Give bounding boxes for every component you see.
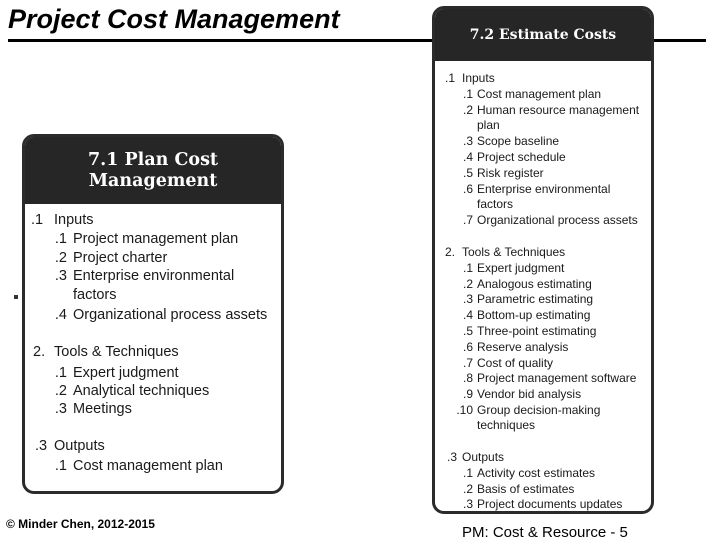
item-label: Cost of quality — [477, 356, 554, 370]
item-label: Analogous estimating — [477, 277, 592, 291]
item-label-continuation: plan — [477, 118, 500, 132]
item-label: Vendor bid analysis — [477, 387, 582, 401]
item-label: Organizational process assets — [477, 213, 638, 227]
box-header — [435, 9, 651, 61]
item-number: .3 — [462, 292, 473, 306]
item-label: Project charter — [73, 250, 168, 266]
group-number: .1 — [31, 212, 44, 228]
item-label: Group decision-making — [477, 403, 601, 417]
item-label-continuation: techniques — [477, 418, 536, 432]
item-number: .3 — [54, 268, 67, 284]
item-number: .2 — [462, 103, 473, 117]
item-label: Project management software — [477, 371, 637, 385]
item-number: .6 — [462, 182, 473, 196]
group-label: Tools & Techniques — [54, 344, 179, 360]
item-label: Organizational process assets — [73, 307, 268, 323]
item-number: .7 — [462, 213, 473, 227]
item-number: .1 — [54, 231, 67, 247]
item-number: .2 — [462, 482, 473, 496]
item-number: .1 — [462, 466, 473, 480]
item-number: .8 — [462, 371, 473, 385]
item-label: Project documents updates — [477, 497, 623, 511]
item-label-continuation: factors — [73, 287, 117, 303]
item-number: .4 — [54, 307, 67, 323]
item-label: Human resource management — [477, 103, 640, 117]
item-label: Meetings — [73, 401, 132, 417]
item-number: .2 — [54, 250, 67, 266]
item-number: .7 — [462, 356, 473, 370]
group-number: 2. — [33, 344, 46, 360]
item-label: Risk register — [477, 166, 544, 180]
item-label: Project schedule — [477, 150, 566, 164]
group-number: .3 — [447, 450, 458, 464]
item-number: .1 — [54, 458, 67, 474]
group-number: .3 — [35, 438, 48, 454]
item-label: Enterprise environmental — [73, 268, 235, 284]
item-number: .4 — [462, 150, 473, 164]
item-number: .9 — [462, 387, 473, 401]
item-number: .1 — [54, 365, 67, 381]
item-number: .5 — [462, 324, 473, 338]
item-number: .3 — [462, 134, 473, 148]
estimate-costs-box — [432, 6, 654, 514]
slide-footer: PM: Cost & Resource - 5 — [462, 524, 628, 540]
item-label: Bottom-up estimating — [477, 308, 591, 322]
item-number: .2 — [462, 277, 473, 291]
group-label: Tools & Techniques — [462, 245, 566, 259]
item-number: .1 — [462, 87, 473, 101]
group-label: Inputs — [54, 212, 94, 228]
group-number: .1 — [445, 71, 456, 85]
item-label: Reserve analysis — [477, 340, 569, 354]
box-header-line: 7.1 Plan Cost — [87, 149, 219, 170]
item-label: Analytical techniques — [73, 383, 210, 399]
item-number: .6 — [462, 340, 473, 354]
item-label: Expert judgment — [477, 261, 565, 275]
item-label: Parametric estimating — [477, 292, 594, 306]
group-number: 2. — [445, 245, 456, 259]
item-number: .10 — [456, 403, 473, 417]
item-number: .4 — [462, 308, 473, 322]
item-label: Cost management plan — [73, 458, 223, 474]
item-label: Cost management plan — [477, 87, 602, 101]
item-number: .2 — [54, 383, 67, 399]
item-label: Scope baseline — [477, 134, 560, 148]
group-label: Outputs — [54, 438, 105, 454]
item-label: Three-point estimating — [477, 324, 597, 338]
copyright-notice: © Minder Chen, 2012-2015 — [6, 517, 155, 531]
item-number: .5 — [462, 166, 473, 180]
box-header-line: Management — [88, 170, 218, 191]
group-label: Inputs — [462, 71, 495, 85]
item-number: .3 — [54, 401, 67, 417]
box-header-line: 7.2 Estimate Costs — [469, 26, 617, 43]
item-number: .3 — [462, 497, 473, 511]
item-label: Basis of estimates — [477, 482, 575, 496]
item-label: Enterprise environmental — [477, 182, 611, 196]
bullet-marker — [14, 295, 18, 299]
item-label: Activity cost estimates — [477, 466, 596, 480]
group-label: Outputs — [462, 450, 505, 464]
slide-title: Project Cost Management — [8, 4, 340, 34]
plan-cost-management-box — [22, 134, 284, 494]
item-label: Project management plan — [73, 231, 239, 247]
item-number: .1 — [462, 261, 473, 275]
box-header — [25, 137, 281, 204]
item-label-continuation: factors — [477, 197, 514, 211]
item-label: Expert judgment — [73, 365, 179, 381]
